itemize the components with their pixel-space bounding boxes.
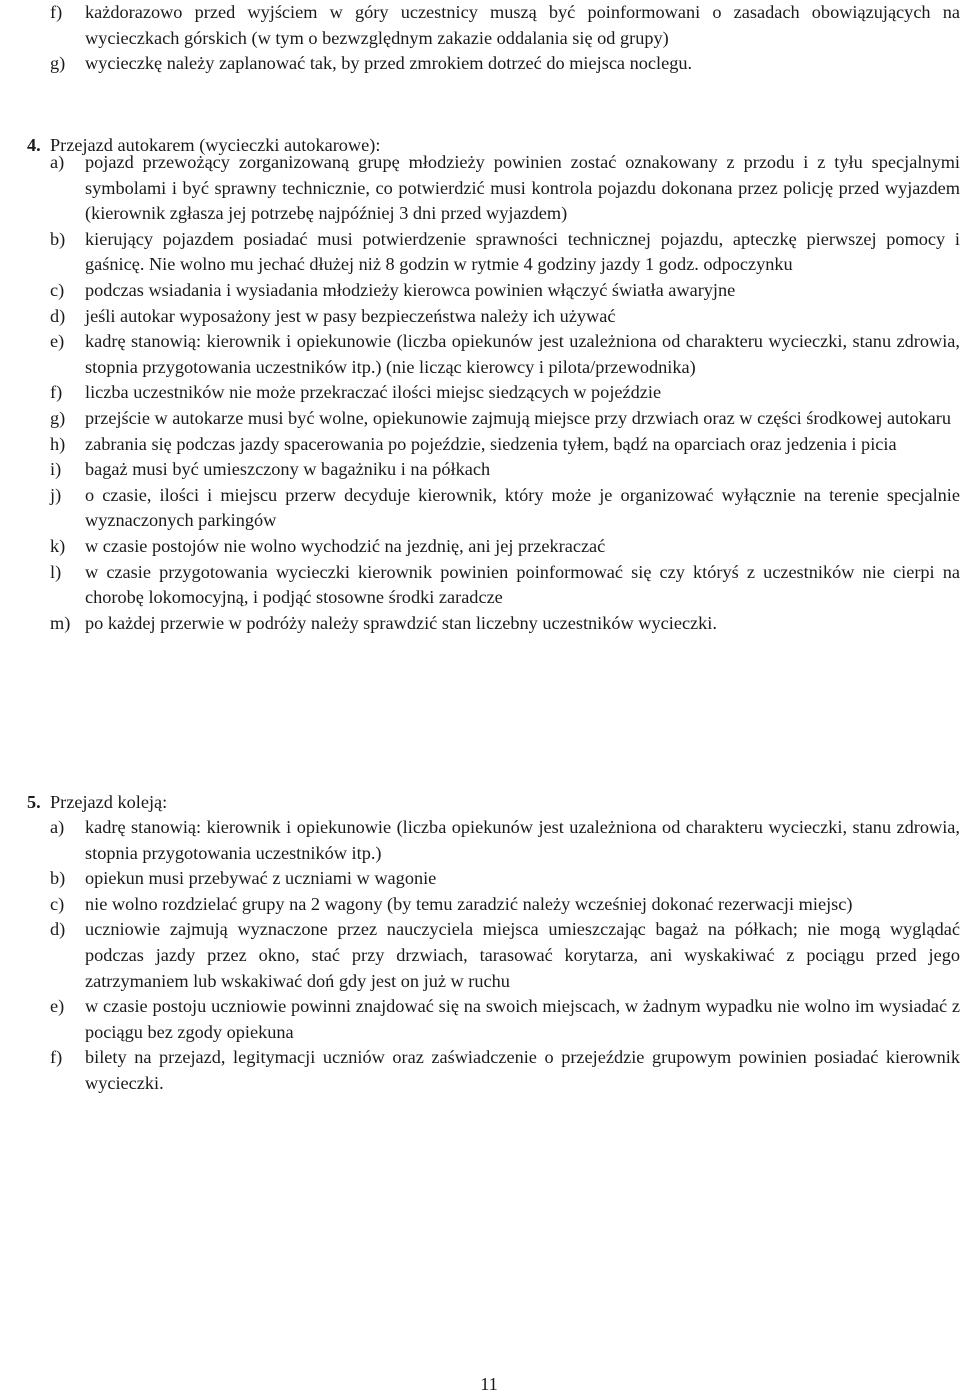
- item-label: h): [50, 433, 66, 454]
- item-text: przejście w autokarze musi być wolne, opiekunowie zajmują miejsce przy drzwiach oraz w części środkowej autokaru: [85, 407, 951, 428]
- item-text: kadrę stanowią: kierownik i opiekunowie (liczba opiekunów jest uzależniona od charakteru wycieczki, stanu zdrowia, stopnia przygotowania uczestników itp.): [85, 817, 960, 863]
- item-label: i): [50, 459, 62, 480]
- item-text: nie wolno rozdzielać grupy na 2 wagony (by temu zaradzić należy wcześniej dokonać rezerwacji miejsc): [85, 893, 853, 914]
- item-label: d): [50, 305, 66, 326]
- item-label: a): [50, 817, 65, 837]
- item-text: podczas wsiadania i wysiadania młodzieży kierowca powinien włączyć światła awaryjne: [85, 279, 736, 300]
- item-text: każdorazowo przed wyjściem w góry uczestnicy muszą być poinformowani o zasadach obowiązujących na wycieczkach górskich (w tym o bezwzględnym zakazie oddalania się od grupy): [85, 2, 960, 48]
- item-label: c): [50, 279, 65, 300]
- list-item: [50, 815, 960, 866]
- item-label: a): [50, 152, 65, 172]
- item-text: wycieczkę należy zaplanować tak, by przed zmrokiem dotrzeć do miejsca noclegu.: [85, 53, 693, 74]
- item-label: k): [50, 535, 66, 556]
- list-item: [50, 227, 960, 278]
- list-item: [50, 278, 960, 304]
- item-text: kierujący pojazdem posiadać musi potwierdzenie sprawności technicznej pojazdu, apteczkę pierwszej pomocy i gaśnicę. Nie wolno mu jechać dłużej niż 8 godzin w rytmie 4 godziny jazdy 1 godz. odpoczynku: [85, 228, 960, 275]
- section-title: Przejazd autokarem (wycieczki autokarowe):: [50, 135, 381, 155]
- top-list: [50, 0, 960, 77]
- list-item: [50, 380, 960, 406]
- section-title: Przejazd koleją:: [50, 792, 168, 812]
- item-text: w czasie postoju uczniowie powinni znajdować się na swoich miejscach, w żadnym wypadku nie wolno im wysiadać z pociągu bez zgody opiekuna: [85, 996, 960, 1042]
- list-item: [50, 611, 960, 637]
- item-label: b): [50, 228, 66, 249]
- item-text: jeśli autokar wyposażony jest w pasy bezpieczeństwa należy ich używać: [85, 305, 616, 326]
- list-item: [50, 892, 960, 918]
- item-label: f): [50, 2, 63, 22]
- list-item: [50, 329, 960, 380]
- item-text: bagaż musi być umieszczony w bagażniku i na półkach: [85, 459, 491, 480]
- item-label: f): [50, 382, 63, 403]
- list-item: [50, 866, 960, 892]
- item-text: o czasie, ilości i miejscu przerw decyduje kierownik, który może je organizować wyłącznie na terenie specjalnie wyznaczonych parkingów: [85, 484, 960, 531]
- list-item: [50, 534, 960, 560]
- list-item: [50, 406, 960, 432]
- item-label: f): [50, 1047, 63, 1068]
- item-label: g): [50, 407, 66, 428]
- item-text: bilety na przejazd, legitymacji uczniów oraz zaświadczenie o przejeździe grupowym powinien posiadać kierownik wycieczki.: [85, 1047, 960, 1093]
- item-text: pojazd przewożący zorganizowaną grupę młodzieży powinien zostać oznakowany z przodu i z tyłu specjalnymi symbolami i być sprawny technicznie, co potwierdzić musi kontrola pojazdu dokonana przez policję przed wyjazdem (kierownik zgłasza jej potrzebę najpóźniej 3 dni przed wyjazdem): [85, 152, 960, 224]
- section-number: 4.: [27, 135, 41, 155]
- list-item: [50, 0, 960, 51]
- item-text: po każdej przerwie w podróży należy sprawdzić stan liczebny uczestników wycieczki.: [85, 612, 717, 633]
- item-label: e): [50, 996, 65, 1017]
- item-label: j): [50, 484, 62, 505]
- item-text: zabrania się podczas jazdy spacerowania po pojeździe, siedzenia tyłem, bądź na oparciach oraz jedzenia i picia: [85, 433, 897, 454]
- item-text: liczba uczestników nie może przekraczać ilości miejsc siedzących w pojeździe: [85, 382, 662, 403]
- list-item: [50, 457, 960, 483]
- item-label: l): [50, 561, 62, 582]
- list-item: [50, 917, 960, 994]
- list-item: [50, 51, 960, 77]
- list-item: [50, 994, 960, 1045]
- item-label: m): [50, 612, 71, 633]
- list-item: [50, 432, 960, 458]
- page-number: 11: [480, 1374, 498, 1394]
- item-label: b): [50, 868, 66, 889]
- item-text: opiekun musi przebywać z uczniami w wagonie: [85, 868, 437, 889]
- item-text: kadrę stanowią: kierownik i opiekunowie (liczba opiekunów jest uzależniona od charakteru wycieczki, stanu zdrowia, stopnia przygotowania uczestników itp.) (nie licząc kierowcy i pilota/przewodnika): [85, 331, 960, 377]
- list-item: [50, 150, 960, 227]
- item-text: uczniowie zajmują wyznaczone przez nauczyciela miejsca umieszczając bagaż na półkach; nie mogą wyglądać podczas jazdy przez okno, stać przy drzwiach, tarasować korytarza, ani wyskakiwać z pociągu przed jego zatrzymaniem lub wskakiwać doń gdy jest on już w ruchu: [85, 919, 960, 991]
- section-5-list: [50, 815, 960, 1097]
- list-item: [50, 304, 960, 330]
- item-label: e): [50, 331, 65, 352]
- list-item: [50, 1045, 960, 1096]
- list-item: [50, 560, 960, 611]
- item-label: g): [50, 53, 66, 74]
- item-text: w czasie postojów nie wolno wychodzić na jezdnię, ani jej przekraczać: [85, 535, 606, 556]
- list-item: [50, 483, 960, 534]
- item-label: d): [50, 919, 66, 940]
- section-4-list: [50, 150, 960, 636]
- item-label: c): [50, 893, 65, 914]
- section-number: 5.: [27, 792, 41, 812]
- item-text: w czasie przygotowania wycieczki kierownik powinien poinformować się czy któryś z uczestników nie cierpi na chorobę lokomocyjną, i podjąć stosowne środki zaradcze: [85, 561, 960, 608]
